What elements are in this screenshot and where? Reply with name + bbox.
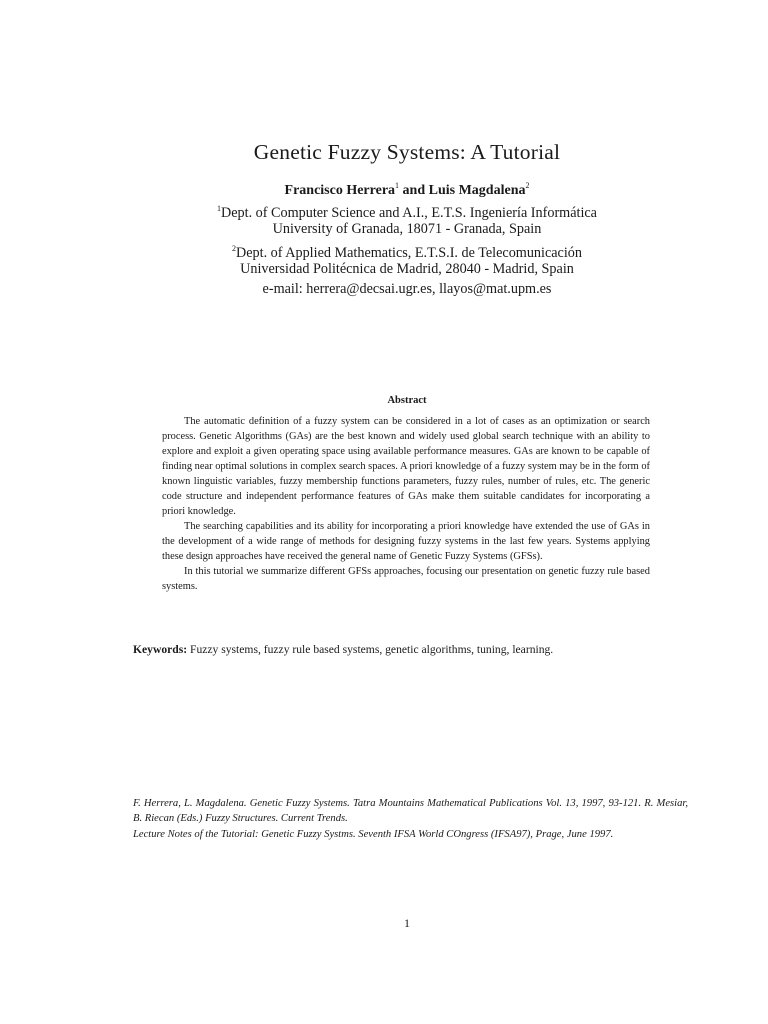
keywords-text: Fuzzy systems, fuzzy rule based systems, genetic algorithms, tuning, learning. <box>187 643 554 656</box>
affiliation-mark-1: 1 <box>217 204 221 213</box>
paper-title: Genetic Fuzzy Systems: A Tutorial <box>253 140 561 164</box>
abstract-paragraph: The automatic definition of a fuzzy system can be considered in a lot of cases as an optimization or search process. Genetic Algorithms (GAs) are the best known and widely used global search technique with an ability to explore and exploit a given operating space using available performance measures. GAs are known to be capable of finding near optimal solutions in complex search spaces. A priori knowledge of a fuzzy system may be in the form of known linguistic variables, fuzzy membership functions parameters, fuzzy rules, number of rules, etc. The generic code structure and independent performance features of GAs make them suitable candidates for incorporating a priori knowledge. <box>162 416 650 517</box>
author-mark-1: 1 <box>395 181 400 190</box>
abstract-paragraph: In this tutorial we summarize different GFSs approaches, focusing our presentation on genetic fuzzy rule based systems. <box>162 566 650 592</box>
author-line <box>0 181 768 199</box>
affiliation-1-text: Dept. of Computer Science and A.I., E.T.S. Ingeniería Informática <box>221 205 597 221</box>
author-herrera: Francisco Herrera <box>284 183 396 198</box>
affiliation-2-address: Universidad Politécnica de Madrid, 28040 - Madrid, Spain <box>240 261 574 277</box>
abstract-heading: Abstract <box>387 395 427 406</box>
author-email: e-mail: herrera@decsai.ugr.es, llayos@mat.upm.es <box>262 281 552 297</box>
citation-journal: F. Herrera, L. Magdalena. Genetic Fuzzy Systems. Tatra Mountains Mathematical Publications Vol. 13, 1997, 93-121. R. Mesiar, B. Riecan (Eds.) Fuzzy Structures. Current Trends. <box>133 798 688 825</box>
author-conjunction: and <box>399 183 429 198</box>
affiliation-2-text: Dept. of Applied Mathematics, E.T.S.I. de Telecomunicación <box>236 245 582 261</box>
keywords <box>133 643 693 656</box>
abstract-body <box>162 414 650 594</box>
affiliation-1-address: University of Granada, 18071 - Granada, Spain <box>272 221 542 237</box>
keywords-label: Keywords: <box>133 643 188 656</box>
page-number: 1 <box>404 916 410 930</box>
author-mark-2: 2 <box>525 181 530 190</box>
citation-footnote <box>133 796 688 842</box>
abstract-paragraph: The searching capabilities and its ability for incorporating a priori knowledge have extended the use of GAs in the development of a wide range of methods for designing fuzzy systems in the last few years. Systems applying these design approaches have received the general name of Genetic Fuzzy Systems (GFSs). <box>162 521 650 562</box>
author-magdalena: Luis Magdalena <box>428 183 526 198</box>
affiliation-mark-2: 2 <box>232 244 236 253</box>
citation-lecture-notes: Lecture Notes of the Tutorial: Genetic Fuzzy Systms. Seventh IFSA World COngress (IFSA97), Prage, June 1997. <box>133 828 614 840</box>
